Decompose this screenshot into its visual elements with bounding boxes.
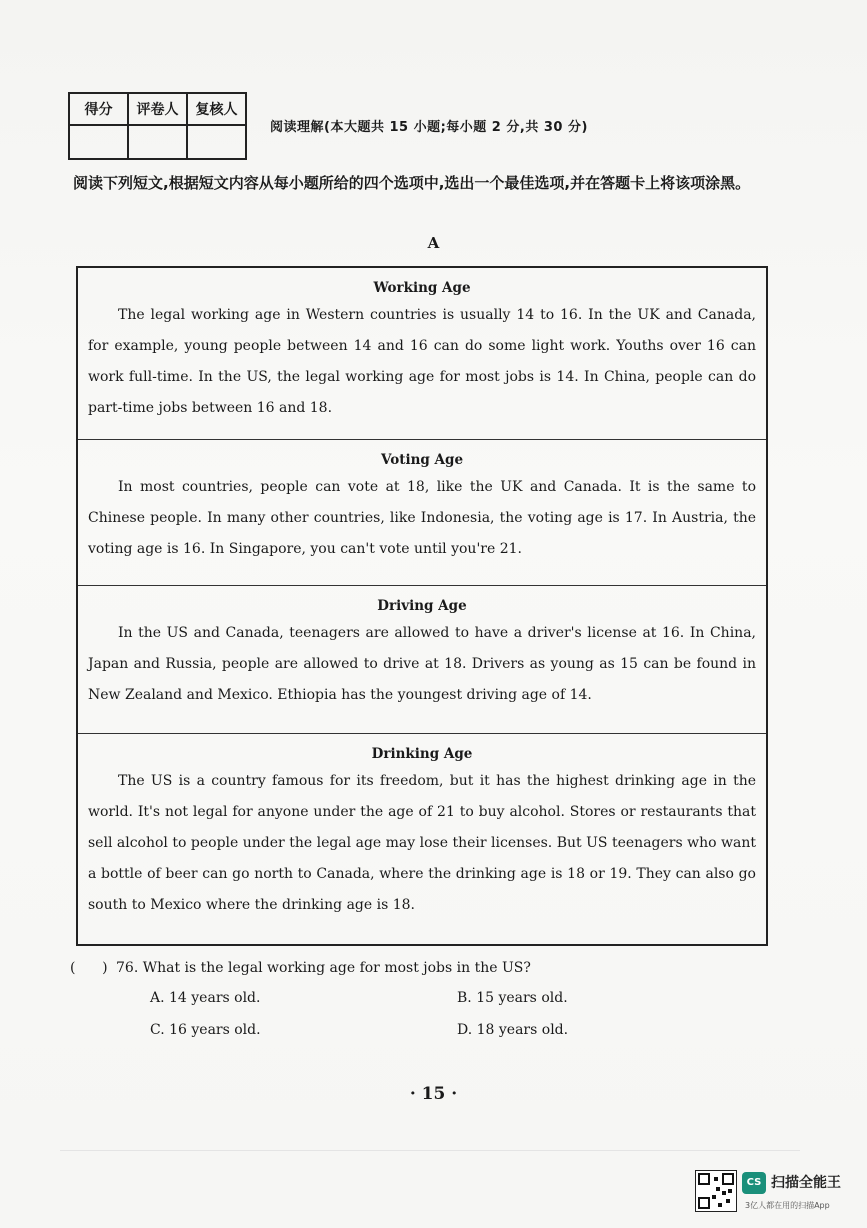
option-d[interactable]: D. 18 years old. [457, 1022, 569, 1038]
drinking-age-text: The US is a country famous for its freedom, but it has the highest drinking age in the world. It's not legal for anyone under the age of 21 to buy alcohol. Stores or restaurants that sell alcohol to people under the legal age may lose their licenses. But US teenagers who want a bottle of beer can go north to Canada, where the drinking age is 18 or 19. They can also go south to Mexico where the drinking age is 18. [88, 773, 756, 913]
passage-letter: A [427, 234, 440, 252]
voting-age-section [78, 440, 766, 586]
options-row-1 [150, 990, 650, 1054]
voting-age-text: In most countries, people can vote at 18, like the UK and Canada. It is the same to Chinese people. In many other countries, like Indonesia, the voting age is 17. In Austria, the voting age is 16. In Singapore, you can't vote until you're 21. [88, 479, 756, 557]
working-age-section [78, 268, 766, 440]
drinking-age-title: Drinking Age [371, 746, 473, 762]
scanner-brand: 扫描全能王 [771, 1175, 841, 1191]
option-b[interactable]: B. 15 years old. [457, 990, 568, 1006]
drinking-age-section [78, 734, 766, 944]
section-title: 阅读理解(本大题共 15 小题;每小题 2 分,共 30 分) [270, 120, 588, 135]
option-a[interactable]: A. 14 years old. [150, 990, 261, 1006]
option-c[interactable]: C. 16 years old. [150, 1022, 261, 1038]
working-age-text: The legal working age in Western countries is usually 14 to 16. In the UK and Canada, for example, young people between 14 and 16 can do some light work. Youths over 16 can work full-time. In the US, the legal working age for most jobs is 14. In China, people can do part-time jobs between 16 and 18. [88, 307, 756, 416]
instructions: 阅读下列短文,根据短文内容从每小题所给的四个选项中,选出一个最佳选项,并在答题卡上将该项涂黑。 [73, 174, 751, 192]
score-cell[interactable] [69, 125, 128, 159]
page-number: · 15 · [409, 1084, 458, 1104]
scanner-tagline: 3亿人都在用的扫描App [745, 1201, 830, 1210]
qr-code-icon [695, 1170, 737, 1212]
driving-age-text: In the US and Canada, teenagers are allowed to have a driver's license at 16. In China, Japan and Russia, people are allowed to drive at 18. Drivers as young as 15 can be found in New Zealand and Mexico. Ethiopia has the youngest driving age of 14. [88, 625, 756, 703]
question-76 [70, 960, 531, 976]
voting-age-title: Voting Age [380, 452, 464, 468]
answer-blank[interactable]: ( ) [70, 960, 108, 976]
driving-age-section [78, 586, 766, 734]
grader-header: 评卷人 [128, 93, 187, 125]
working-age-title: Working Age [373, 280, 471, 296]
score-header: 得分 [69, 93, 128, 125]
grader-cell[interactable] [128, 125, 187, 159]
footer-divider [60, 1150, 800, 1151]
question-text: 76. What is the legal working age for most jobs in the US? [116, 960, 531, 976]
passage-box [76, 266, 768, 946]
reviewer-header: 复核人 [187, 93, 246, 125]
camscanner-logo-icon: CS [742, 1172, 766, 1194]
driving-age-title: Driving Age [377, 598, 467, 614]
score-table [68, 92, 247, 160]
reviewer-cell[interactable] [187, 125, 246, 159]
